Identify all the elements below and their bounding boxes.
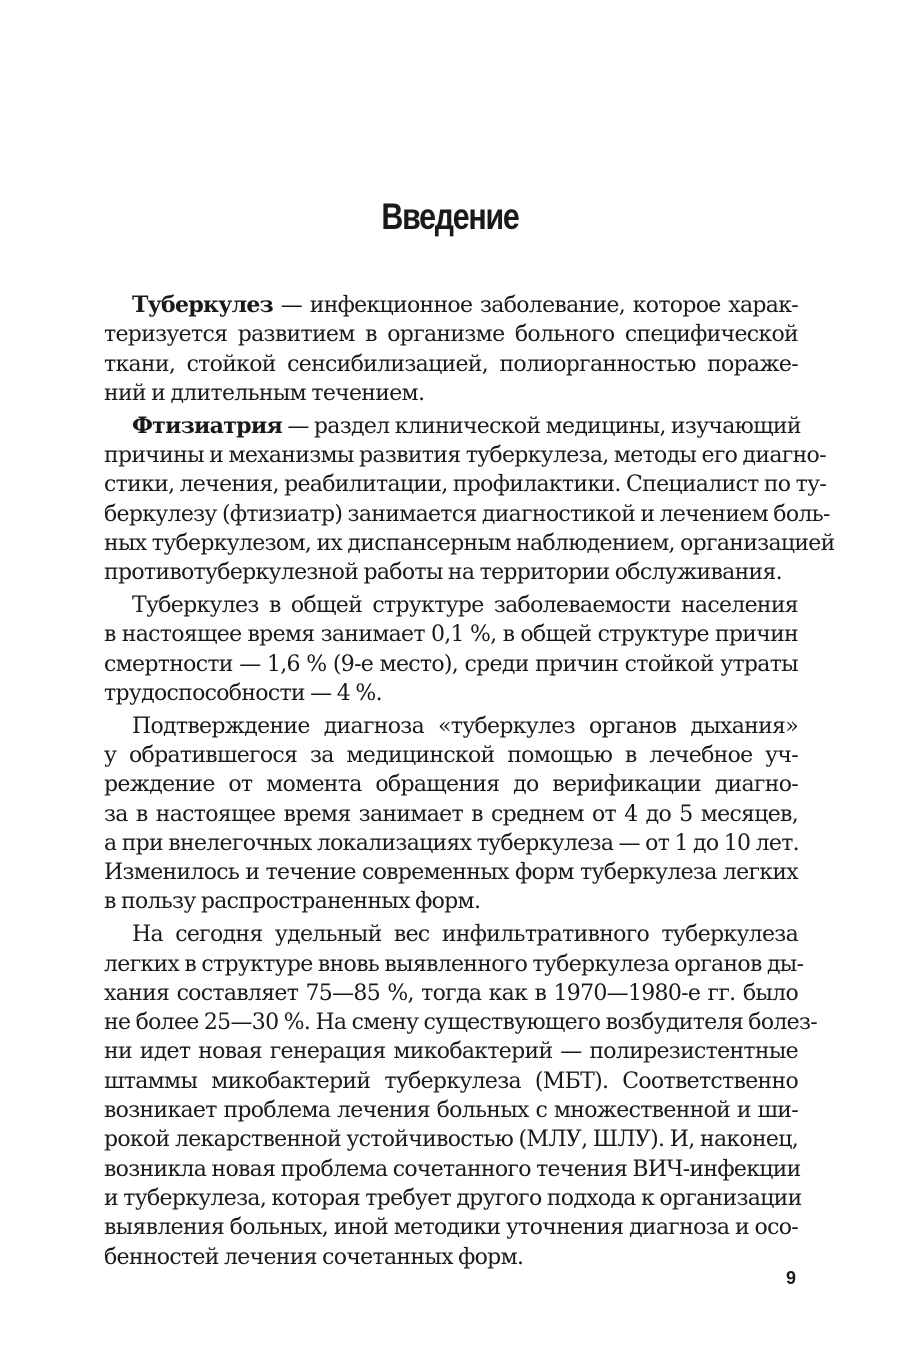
text-line: ни идет новая генерация микобактерий — полирезистентные bbox=[104, 1039, 798, 1065]
paragraph bbox=[104, 291, 798, 408]
page-title: Введение bbox=[381, 196, 519, 237]
text-line: реждение от момента обращения до верификации диагно- bbox=[104, 772, 798, 798]
text-line: теризуется развитием в организме больного специфической bbox=[104, 322, 798, 348]
text-line: возникла новая проблема сочетанного течения ВИЧ-инфекции bbox=[104, 1156, 801, 1182]
text-line: На сегодня удельный вес инфильтративного туберкулеза bbox=[132, 922, 798, 948]
text-line: штаммы микобактерий туберкулеза (МБТ). Соответственно bbox=[104, 1068, 798, 1094]
text-line: рокой лекарственной устойчивостью (МЛУ, ШЛУ). И, наконец, bbox=[104, 1127, 798, 1153]
text-line: выявления больных, иной методики уточнения диагноза и осо- bbox=[104, 1215, 798, 1241]
text-line: у обратившегося за медицинской помощью в лечебное уч- bbox=[104, 742, 798, 768]
paragraph bbox=[104, 412, 835, 588]
text-line: ний и длительным течением. bbox=[104, 380, 425, 406]
paragraph bbox=[104, 712, 798, 917]
text-line: в пользу распространенных форм. bbox=[104, 889, 481, 915]
text-line: не более 25—30 %. На смену существующего возбудителя болез- bbox=[104, 1010, 818, 1036]
text-line: противотуберкулезной работы на территории обслуживания. bbox=[104, 560, 782, 586]
page-number: 9 bbox=[785, 1268, 796, 1288]
body-text bbox=[104, 291, 835, 1275]
text-line: смертности — 1,6 % (9-е место), среди причин стойкой утраты bbox=[104, 651, 798, 677]
text-line: возникает проблема лечения больных с множественной и ши- bbox=[104, 1098, 798, 1124]
text-line: в настоящее время занимает 0,1 %, в общей структуре причин bbox=[104, 622, 798, 648]
text-line: легких в структуре вновь выявленного туберкулеза органов ды- bbox=[104, 951, 804, 977]
text-line: беркулезу (фтизиатр) занимается диагностикой и лечением боль- bbox=[104, 501, 830, 527]
text-fragment: — инфекционное заболевание, которое харак- bbox=[273, 293, 798, 318]
text-line bbox=[104, 291, 798, 320]
text-line: и туберкулеза, которая требует другого подхода к организации bbox=[104, 1185, 802, 1211]
text-line: хания составляет 75—85 %, тогда как в 1970—1980-е гг. было bbox=[104, 980, 798, 1006]
paragraph bbox=[104, 591, 798, 708]
text-line: за в настоящее время занимает в среднем от 4 до 5 месяцев, bbox=[104, 801, 798, 827]
text-line: стики, лечения, реабилитации, профилактики. Специалист по ту- bbox=[104, 472, 827, 498]
term-bold: Туберкулез bbox=[132, 292, 274, 318]
text-line: причины и механизмы развития туберкулеза, методы его диагно- bbox=[104, 442, 826, 468]
text-fragment: — раздел клинической медицины, изучающий bbox=[282, 413, 801, 439]
text-line: Туберкулез в общей структуре заболеваемости населения bbox=[132, 592, 798, 618]
text-line: бенностей лечения сочетанных форм. bbox=[104, 1244, 524, 1270]
paragraph bbox=[104, 920, 818, 1272]
text-line: а при внелегочных локализациях туберкулеза — от 1 до 10 лет. bbox=[104, 830, 799, 856]
text-line: ных туберкулезом, их диспансерным наблюдением, организацией bbox=[104, 530, 835, 556]
term-bold: Фтизиатрия bbox=[132, 412, 283, 439]
text-line: трудоспособности — 4 %. bbox=[104, 680, 382, 706]
text-line bbox=[104, 412, 801, 441]
text-line: ткани, стойкой сенсибилизацией, полиорганностью пораже- bbox=[104, 351, 798, 377]
text-line: Подтверждение диагноза «туберкулез органов дыхания» bbox=[132, 713, 798, 739]
text-line: Изменилось и течение современных форм туберкулеза легких bbox=[104, 860, 798, 886]
